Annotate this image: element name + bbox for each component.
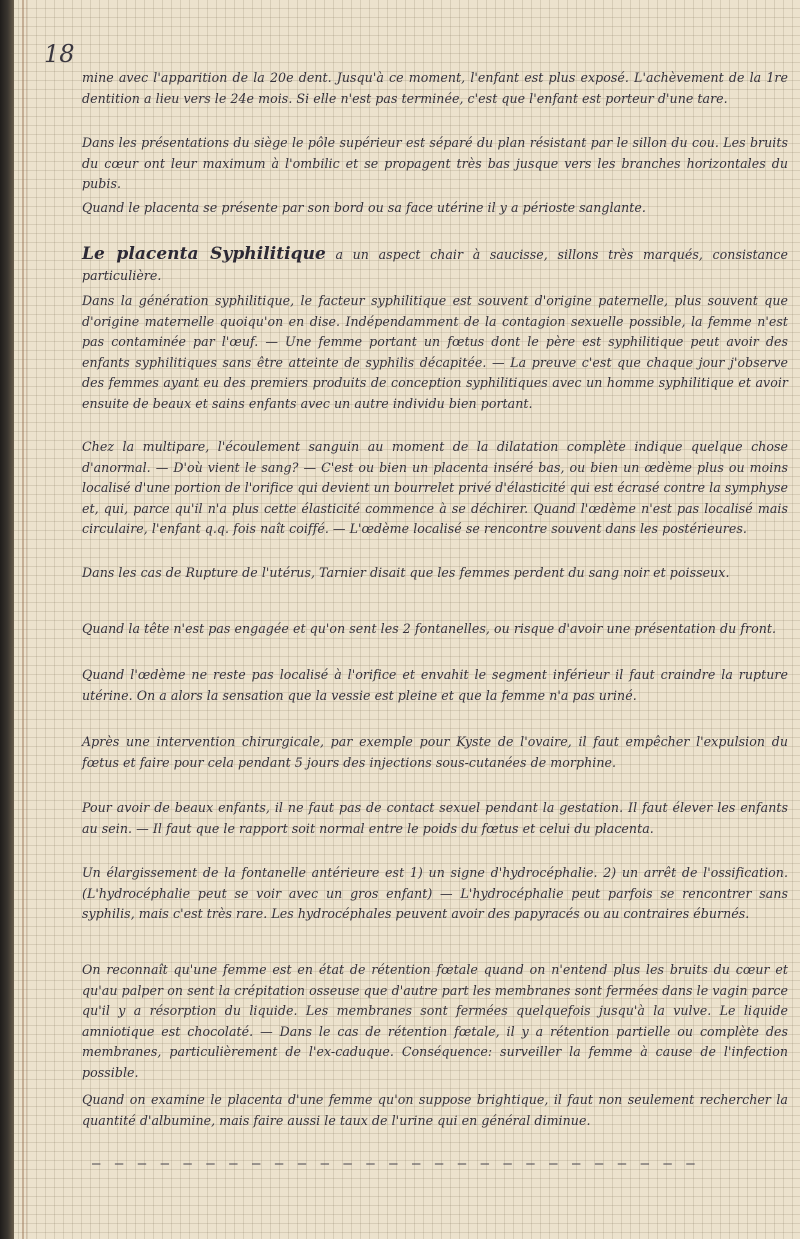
page-number: 18: [44, 40, 75, 68]
syphilitic-placenta-heading: Le placenta Syphilitique: [82, 244, 326, 264]
margin-rule: [22, 0, 24, 1239]
syphilitic-placenta-text: a un aspect chair à saucisse, sillons très marqués, consistance particulière.: [82, 247, 788, 283]
paragraph-dentition: mine avec l'apparition de la 20e dent. Jusqu'à ce moment, l'enfant est plus exposé. L'achèvement de la 1re dentition a lieu vers le 24e mois. Si elle n'est pas terminée, c'est que l'enfant est porteur d'une tare.: [82, 70, 788, 106]
paragraph-syphilitic-generation: Dans la génération syphilitique, le facteur syphilitique est souvent d'origine paternelle, plus souvent que d'origine maternelle quoiqu'on en dise. Indépendamment de la contagion sexuelle possible, la femme n'est pas contaminée par l'œuf. — Une femme portant un fœtus dont le père est syphilitique peut avoir des enfants syphilitiques sans être atteinte de syphilis décapitée. — La preuve c'est que chaque jour j'observe des femmes ayant eu des premiers produits de conception syphilitiques avec un homme syphilitique et avoir ensuite de beaux et sains enfants avec un autre individu bien portant.: [82, 293, 788, 411]
paragraph-surgical-intervention: Après une intervention chirurgicale, par exemple pour Kyste de l'ovaire, il faut empêcher l'expulsion du fœtus et faire pour cela pendant 5 jours des injections sous-cutanées de morphine.: [82, 734, 788, 770]
paragraph-breech-presentation: Dans les présentations du siège le pôle supérieur est séparé du plan résistant par le sillon du cou. Les bruits du cœur ont leur maximum à l'ombilic et se propagent très bas jusque vers les branches horizontales du pubis.: [82, 135, 788, 191]
paragraph-brightic-placenta: Quand on examine le placenta d'une femme qu'on suppose brightique, il faut non seulement rechercher la quantité d'albumine, mais faire aussi le taux de l'urine qui en général diminue.: [82, 1092, 788, 1128]
paragraph-syphilitic-placenta: [82, 244, 788, 286]
paragraph-placenta-edge: Quand le placenta se présente par son bord ou sa face utérine il y a périoste sanglante.: [82, 200, 646, 215]
notebook-binding: [0, 0, 14, 1239]
paragraph-multipara-bleeding: Chez la multipare, l'écoulement sanguin au moment de la dilatation complète indique quelque chose d'anormal. — D'où vient le sang? — C'est ou bien un placenta inséré bas, ou bien un œdème plus ou moins localisé d'une portion de l'orifice qui devient un bourrelet privé d'élasticité qui est écrasé contre la symphyse et, qui, parce qu'il n'a plus cette élasticité commence à se déchirer. Quand l'œdème n'est pas localisé mais circulaire, l'enfant q.q. fois naît coiffé. — L'œdème localisé se rencontre souvent dans les postérieures.: [82, 439, 788, 536]
margin-rule-secondary: [26, 0, 27, 1239]
paragraph-fetal-retention: On reconnaît qu'une femme est en état de rétention fœtale quand on n'entend plus les bruits du cœur et qu'au palper on sent la crépitation osseuse que d'autre part les membranes sont fermées dans le vagin parce qu'il y a résorption du liquide. Les membranes sont fermées quelquefois jusqu'à la vulve. Le liquide amniotique est chocolaté. — Dans le cas de rétention fœtale, il y a rétention partielle ou complète des membranes, particulièrement de l'ex-caduque. Conséquence: surveiller la femme à cause de l'infection possible.: [82, 962, 788, 1080]
paragraph-uterine-rupture: Dans les cas de Rupture de l'utérus, Tarnier disait que les femmes perdent du sang noir et poisseux.: [82, 565, 730, 580]
paragraph-hydrocephaly: Un élargissement de la fontanelle antérieure est 1) un signe d'hydrocéphalie. 2) un arrêt de l'ossification. (L'hydrocéphalie peut se voir avec un gros enfant) — L'hydrocéphalie peut parfois se rencontrer sans syphilis, mais c'est très rare. Les hydrocéphales peuvent avoir des papyracés ou au contraires éburnés.: [82, 865, 788, 921]
paragraph-healthy-children: Pour avoir de beaux enfants, il ne faut pas de contact sexuel pendant la gestation. Il faut élever les enfants au sein. — Il faut que le rapport soit normal entre le poids du fœtus et celui du placenta.: [82, 800, 788, 836]
end-of-page-dashes: — — — — — — — — — — — — — — — — — — — — — — — — — — —: [92, 1156, 698, 1172]
paragraph-fontanelles: Quand la tête n'est pas engagée et qu'on sent les 2 fontanelles, ou risque d'avoir une présentation du front.: [82, 621, 777, 636]
paragraph-edema: Quand l'œdème ne reste pas localisé à l'orifice et envahit le segment inférieur il faut craindre la rupture utérine. On a alors la sensation que la vessie est pleine et que la femme n'a pas uriné.: [82, 667, 788, 703]
